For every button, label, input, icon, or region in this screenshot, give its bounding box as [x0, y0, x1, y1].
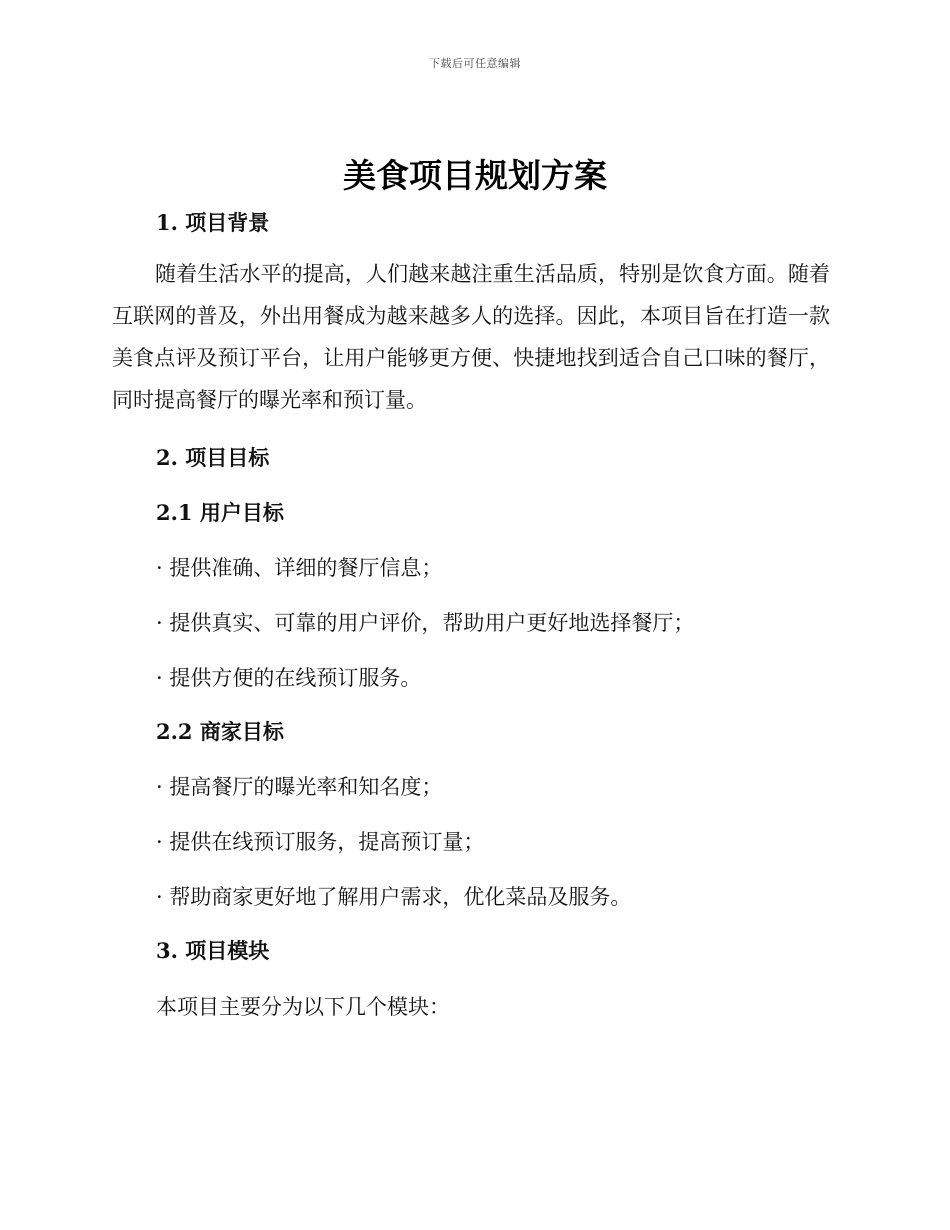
list-item: · 提供方便的在线预订服务。 — [156, 666, 422, 690]
section-heading-goals: 2. 项目目标 — [156, 445, 270, 470]
background-paragraph: 随着生活水平的提高，人们越来越注重生活品质，特别是饮食方面。随着互联网的普及，外出用餐成为越来越多人的选择。因此，本项目旨在打造一款美食点评及预订平台，让用户能够更方便、快捷地找到适合自己口味的餐厅，同时提高餐厅的曝光率和预订量。 — [112, 262, 830, 412]
section-heading-background: 1. 项目背景 — [156, 210, 270, 235]
header-note: 下载后可任意编辑 — [429, 57, 521, 70]
list-item: · 帮助商家更好地了解用户需求，优化菜品及服务。 — [156, 885, 632, 909]
list-item: · 提高餐厅的曝光率和知名度； — [156, 775, 443, 799]
list-item: · 提供在线预订服务，提高预订量； — [156, 830, 485, 854]
document-title: 美食项目规划方案 — [343, 156, 607, 195]
modules-intro-paragraph: 本项目主要分为以下几个模块： — [156, 995, 450, 1019]
list-item: · 提供真实、可靠的用户评价，帮助用户更好地选择餐厅； — [156, 611, 695, 635]
subsection-heading-merchant-goals: 2.2 商家目标 — [156, 719, 284, 744]
list-item: · 提供准确、详细的餐厅信息； — [156, 556, 443, 580]
section-heading-modules: 3. 项目模块 — [156, 938, 270, 963]
subsection-heading-user-goals: 2.1 用户目标 — [156, 500, 284, 525]
